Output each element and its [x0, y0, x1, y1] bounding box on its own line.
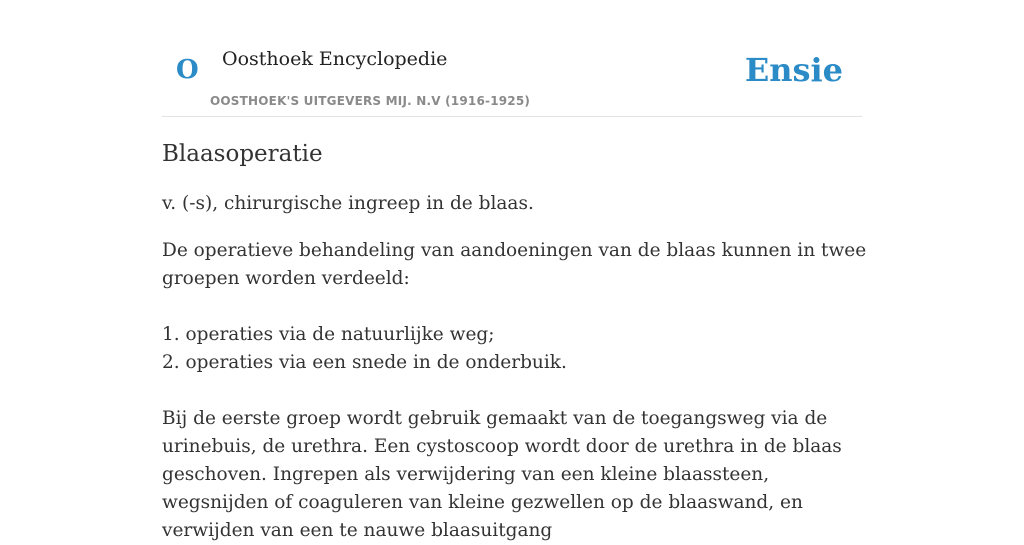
publication-title-link[interactable]: Oosthoek Encyclopedie [222, 48, 448, 70]
entry-definition: v. (-s), chirurgische ingreep in de blaas. [162, 193, 534, 214]
entry-list [162, 321, 868, 377]
ensie-logo-link[interactable]: Ensie [744, 51, 843, 89]
publication-logo[interactable]: O [176, 55, 199, 85]
list-item: 2. operaties via een snede in de onderbuik. [162, 352, 567, 373]
entry-intro-paragraph: De operatieve behandeling van aandoeningen van de blaas kunnen in twee groepen worden verdeeld: [162, 240, 867, 289]
entry-body-paragraph: Bij de eerste groep wordt gebruik gemaakt van de toegangsweg via de urinebuis, de urethra. Een cystoscoop wordt door de urethra in de blaas geschoven. Ingrepen als verwijdering van een kleine blaassteen, wegsnijden of coaguleren van kleine gezwellen op de blaaswand, en verwijden van een te nauwe blaasuitgang [162, 408, 842, 541]
list-item: 1. operaties via de natuurlijke weg; [162, 324, 495, 345]
entry-title: Blaasoperatie [162, 141, 323, 167]
site-header [162, 0, 862, 117]
publication-subtitle: OOSTHOEK'S UITGEVERS MIJ. N.V (1916-1925) [210, 94, 531, 108]
article [162, 138, 868, 545]
